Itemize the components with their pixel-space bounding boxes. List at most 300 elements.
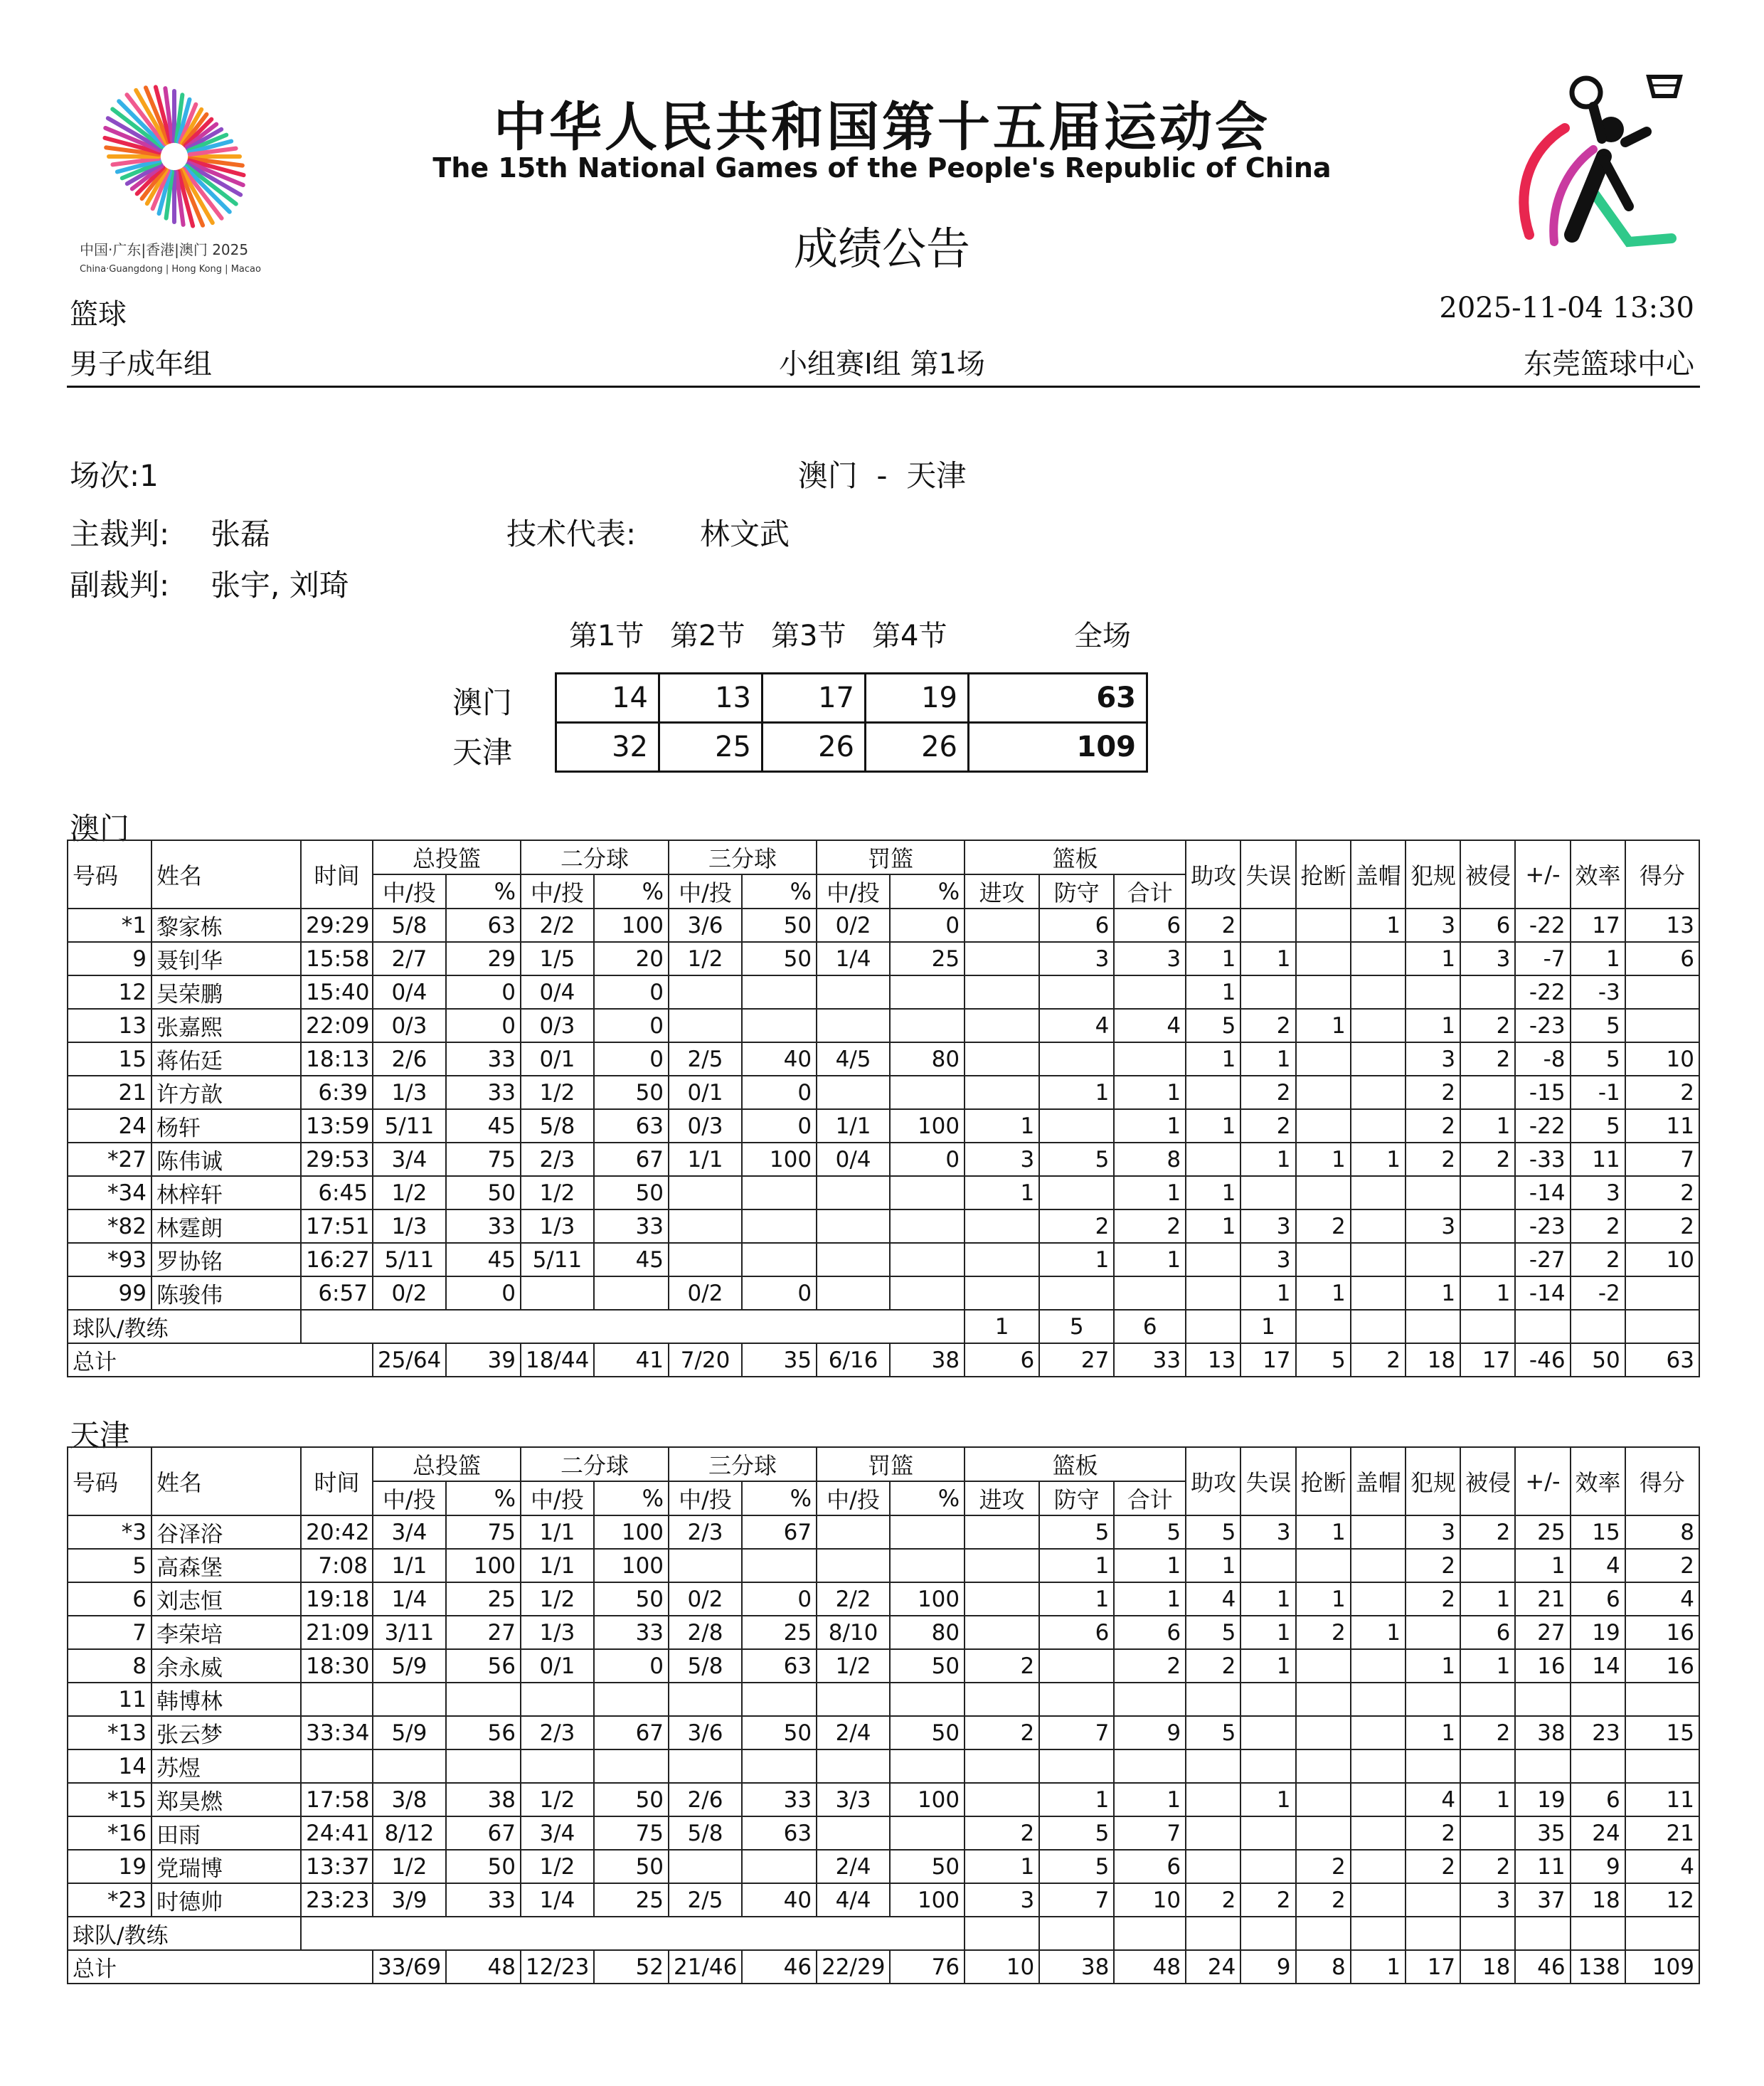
- quarter-score: 13: [659, 674, 763, 723]
- empty-cell: [1186, 1310, 1240, 1343]
- stat-cell: 100: [890, 1109, 965, 1143]
- stat-cell: [1351, 1109, 1406, 1143]
- stat-cell: [1351, 1276, 1406, 1310]
- player-name: 陈伟诚: [152, 1143, 301, 1176]
- stat-cell: 4: [1039, 1009, 1114, 1042]
- stat-cell: 2: [965, 1649, 1039, 1683]
- stat-cell: 1: [1039, 1582, 1114, 1616]
- stat-cell: [1296, 1649, 1351, 1683]
- stat-cell: 3/4: [373, 1515, 446, 1549]
- player-number: *82: [68, 1209, 152, 1243]
- player-name: 郑昊燃: [152, 1783, 301, 1816]
- stat-cell: [1186, 1850, 1240, 1883]
- stat-cell: 1: [1186, 1176, 1240, 1209]
- stat-cell: 9: [1114, 1716, 1186, 1749]
- col-header-made-att: 中/投: [669, 1481, 742, 1515]
- stat-cell: 67: [742, 1515, 817, 1549]
- stat-cell: [1240, 1683, 1295, 1716]
- stat-cell: [965, 1749, 1039, 1783]
- stat-cell: 2: [1240, 1009, 1295, 1042]
- stat-cell: 20:42: [301, 1515, 373, 1549]
- stat-cell: 4: [1625, 1582, 1699, 1616]
- total-cell: 5: [1296, 1343, 1351, 1377]
- team-1-title: 澳门: [70, 811, 130, 846]
- stat-cell: 2/3: [669, 1515, 742, 1549]
- stat-cell: 1/4: [373, 1582, 446, 1616]
- col-header-oreb: 进攻: [965, 874, 1039, 909]
- stat-cell: 1: [1406, 1276, 1460, 1310]
- stat-cell: 1/3: [521, 1209, 594, 1243]
- total-cell: 18: [1460, 1950, 1515, 1984]
- stat-cell: 2/8: [669, 1616, 742, 1649]
- document-type: 成绩公告: [793, 223, 970, 275]
- stat-cell: 1/2: [521, 1176, 594, 1209]
- col-header-3pt: 三分球: [669, 1447, 817, 1481]
- total-cell: 25/64: [373, 1343, 446, 1377]
- player-number: 12: [68, 975, 152, 1009]
- stat-cell: 45: [446, 1243, 521, 1276]
- stat-cell: 3: [1406, 909, 1460, 942]
- stat-cell: [1296, 1176, 1351, 1209]
- stat-cell: 27: [446, 1616, 521, 1649]
- stat-cell: 6:39: [301, 1076, 373, 1109]
- col-header-made-att: 中/投: [521, 1481, 594, 1515]
- stat-cell: 45: [446, 1109, 521, 1143]
- stat-cell: 24:41: [301, 1816, 373, 1850]
- stat-cell: 25: [594, 1883, 669, 1917]
- stat-cell: 2: [1460, 1009, 1515, 1042]
- stat-cell: [669, 1176, 742, 1209]
- player-number: *34: [68, 1176, 152, 1209]
- team-1-boxscore: [67, 840, 1700, 1377]
- total-cell: 35: [742, 1343, 817, 1377]
- stat-cell: [1625, 1009, 1699, 1042]
- stat-cell: 45: [594, 1243, 669, 1276]
- total-cell: 9: [1240, 1950, 1295, 1984]
- stat-cell: 100: [446, 1549, 521, 1582]
- stat-cell: 7: [1039, 1883, 1114, 1917]
- stat-cell: 0/4: [521, 975, 594, 1009]
- stat-cell: [742, 1683, 817, 1716]
- stat-cell: -22: [1515, 909, 1570, 942]
- stat-cell: 25: [1515, 1515, 1570, 1549]
- stat-cell: 0: [890, 1143, 965, 1176]
- player-row: [68, 942, 1699, 975]
- empty-cell: [1406, 1917, 1460, 1950]
- stat-cell: -3: [1571, 975, 1625, 1009]
- empty-cell: [1571, 1310, 1625, 1343]
- stat-cell: 5: [1039, 1816, 1114, 1850]
- stat-cell: [1296, 1816, 1351, 1850]
- stat-cell: 3/11: [373, 1616, 446, 1649]
- stat-cell: 6: [1039, 909, 1114, 942]
- stat-cell: [1460, 1816, 1515, 1850]
- stat-cell: 1: [1114, 1176, 1186, 1209]
- stat-cell: 1/4: [817, 942, 890, 975]
- stat-cell: [817, 1515, 890, 1549]
- stat-cell: 23: [1571, 1716, 1625, 1749]
- stat-cell: [1296, 1243, 1351, 1276]
- stat-cell: 29: [446, 942, 521, 975]
- stat-cell: [669, 1009, 742, 1042]
- period-header-2: 第2节: [670, 620, 745, 652]
- stat-cell: 0/2: [817, 909, 890, 942]
- stat-cell: -14: [1515, 1276, 1570, 1310]
- stat-cell: 1: [1114, 1243, 1186, 1276]
- stat-cell: 0/2: [373, 1276, 446, 1310]
- total-row: [68, 1950, 1699, 1984]
- stat-cell: 63: [446, 909, 521, 942]
- player-name: 林霆朗: [152, 1209, 301, 1243]
- empty-cell: [1186, 1917, 1240, 1950]
- period-header-1: 第1节: [569, 620, 644, 652]
- stat-cell: [1039, 975, 1114, 1009]
- col-header-no: 号码: [68, 1447, 152, 1515]
- stat-cell: 4: [1114, 1009, 1186, 1042]
- stat-cell: -1: [1571, 1076, 1625, 1109]
- col-header-oreb: 进攻: [965, 1481, 1039, 1515]
- stat-cell: 3: [965, 1883, 1039, 1917]
- stat-cell: 6: [1039, 1616, 1114, 1649]
- col-header-ft: 罚篮: [817, 840, 965, 874]
- stat-cell: 5: [1039, 1850, 1114, 1883]
- total-cell: 48: [1114, 1950, 1186, 1984]
- stat-cell: 8/12: [373, 1816, 446, 1850]
- col-header-pts: 得分: [1625, 1447, 1699, 1515]
- stat-cell: 5/11: [373, 1243, 446, 1276]
- stat-cell: 67: [594, 1716, 669, 1749]
- stat-cell: 0: [742, 1582, 817, 1616]
- stat-cell: [890, 1076, 965, 1109]
- quarter-score: 14: [556, 674, 659, 723]
- team-coach-row: [68, 1310, 1699, 1343]
- stat-cell: 0/4: [373, 975, 446, 1009]
- col-header-2pt: 二分球: [521, 840, 669, 874]
- stat-cell: 21:09: [301, 1616, 373, 1649]
- stat-cell: 1: [1240, 1582, 1295, 1616]
- score-team-2: 天津: [452, 735, 513, 770]
- col-header-made-att: 中/投: [373, 1481, 446, 1515]
- stat-cell: 4/4: [817, 1883, 890, 1917]
- stat-cell: [301, 1683, 373, 1716]
- stat-cell: [1351, 1850, 1406, 1883]
- stat-cell: [965, 1042, 1039, 1076]
- stat-cell: 0/1: [521, 1042, 594, 1076]
- player-name: 张云梦: [152, 1716, 301, 1749]
- stat-cell: 5/8: [669, 1649, 742, 1683]
- stat-cell: 5: [1571, 1042, 1625, 1076]
- stat-cell: 0/2: [669, 1582, 742, 1616]
- stat-cell: 1: [1351, 1143, 1406, 1176]
- player-row: [68, 1176, 1699, 1209]
- total-cell: 33/69: [373, 1950, 446, 1984]
- stat-cell: 2: [1625, 1549, 1699, 1582]
- stat-cell: [1625, 1683, 1699, 1716]
- player-row: [68, 1143, 1699, 1176]
- player-name: 杨轩: [152, 1109, 301, 1143]
- stat-cell: 2/6: [373, 1042, 446, 1076]
- col-header-to: 失误: [1240, 840, 1295, 909]
- stat-cell: 1: [1406, 1716, 1460, 1749]
- stat-cell: [1296, 1683, 1351, 1716]
- stat-cell: 33: [446, 1076, 521, 1109]
- stat-cell: 1: [1186, 942, 1240, 975]
- stat-cell: -33: [1515, 1143, 1570, 1176]
- stat-cell: 3/9: [373, 1883, 446, 1917]
- stat-cell: [1296, 975, 1351, 1009]
- empty-cell: [1515, 1917, 1570, 1950]
- period-header-total: 全场: [1074, 620, 1131, 652]
- stat-cell: 24: [1571, 1816, 1625, 1850]
- stat-cell: 2: [1240, 1109, 1295, 1143]
- stat-cell: 18: [1571, 1883, 1625, 1917]
- stat-cell: [594, 1683, 669, 1716]
- stat-cell: [1351, 1883, 1406, 1917]
- stat-cell: 21: [1515, 1582, 1570, 1616]
- stat-cell: 2: [1406, 1109, 1460, 1143]
- stat-cell: 5: [1039, 1515, 1114, 1549]
- empty-cell: [1515, 1310, 1570, 1343]
- stat-cell: 7: [1114, 1816, 1186, 1850]
- stat-cell: [965, 1582, 1039, 1616]
- player-number: 19: [68, 1850, 152, 1883]
- stat-cell: 5: [1571, 1009, 1625, 1042]
- stat-cell: 7: [1625, 1143, 1699, 1176]
- stat-cell: 11: [1515, 1850, 1570, 1883]
- stat-cell: 2: [1625, 1176, 1699, 1209]
- player-name: 刘志恒: [152, 1582, 301, 1616]
- stat-cell: 3: [1406, 1515, 1460, 1549]
- stat-cell: 2: [1296, 1850, 1351, 1883]
- player-row: [68, 1783, 1699, 1816]
- stat-cell: 56: [446, 1649, 521, 1683]
- player-number: *1: [68, 909, 152, 942]
- stat-cell: 7: [1039, 1716, 1114, 1749]
- stat-cell: 2/2: [817, 1582, 890, 1616]
- stat-cell: [1296, 1042, 1351, 1076]
- col-header-reb: 篮板: [965, 1447, 1186, 1481]
- player-number: *16: [68, 1816, 152, 1850]
- stat-cell: [890, 1816, 965, 1850]
- stat-cell: 1: [1296, 1143, 1351, 1176]
- stat-cell: 2: [965, 1716, 1039, 1749]
- col-header-treb: 合计: [1114, 1481, 1186, 1515]
- stat-cell: 50: [594, 1582, 669, 1616]
- quarter-score: 26: [763, 723, 866, 772]
- total-cell: 22/29: [817, 1950, 890, 1984]
- empty-cell: [1406, 1310, 1460, 1343]
- stat-cell: 1/2: [521, 1850, 594, 1883]
- stat-cell: 75: [446, 1143, 521, 1176]
- stat-cell: [1571, 1683, 1625, 1716]
- stat-cell: [817, 1009, 890, 1042]
- empty-cell: [301, 1917, 965, 1950]
- stat-cell: -14: [1515, 1176, 1570, 1209]
- stat-cell: [1039, 1749, 1114, 1783]
- total-cell: 63: [1625, 1343, 1699, 1377]
- stat-cell: 63: [742, 1816, 817, 1850]
- stat-cell: 2/5: [669, 1883, 742, 1917]
- stat-cell: 0/3: [669, 1109, 742, 1143]
- player-row: [68, 1850, 1699, 1883]
- stat-cell: 0: [594, 975, 669, 1009]
- stat-cell: [1296, 942, 1351, 975]
- stat-cell: 19: [1571, 1616, 1625, 1649]
- player-name: 余永威: [152, 1649, 301, 1683]
- total-cell: 18/44: [521, 1343, 594, 1377]
- empty-cell: [1625, 1310, 1699, 1343]
- player-number: 9: [68, 942, 152, 975]
- stat-cell: [965, 1276, 1039, 1310]
- stat-cell: [890, 1683, 965, 1716]
- stat-cell: [742, 1209, 817, 1243]
- stat-cell: [1114, 1276, 1186, 1310]
- stat-cell: [890, 1749, 965, 1783]
- stat-cell: 2: [1186, 1883, 1240, 1917]
- stat-cell: 1/3: [373, 1076, 446, 1109]
- total-cell: 17: [1460, 1343, 1515, 1377]
- col-header-ast: 助攻: [1186, 840, 1240, 909]
- stat-cell: [817, 1176, 890, 1209]
- game-number: 场次:1: [70, 458, 159, 493]
- stat-cell: 1/2: [521, 1582, 594, 1616]
- stat-cell: 0/4: [817, 1143, 890, 1176]
- stat-cell: 1: [1240, 1616, 1295, 1649]
- stat-cell: [817, 1209, 890, 1243]
- stat-cell: 33: [594, 1616, 669, 1649]
- stat-cell: [669, 1683, 742, 1716]
- player-number: 21: [68, 1076, 152, 1109]
- stat-cell: 15: [1571, 1515, 1625, 1549]
- total-cell: 10: [965, 1950, 1039, 1984]
- stat-cell: [1406, 1243, 1460, 1276]
- stat-cell: [373, 1749, 446, 1783]
- stat-cell: [1351, 1176, 1406, 1209]
- stat-cell: 19:18: [301, 1582, 373, 1616]
- total-cell: 109: [1625, 1950, 1699, 1984]
- stat-cell: [1351, 1582, 1406, 1616]
- stat-cell: [890, 1549, 965, 1582]
- stat-cell: 50: [742, 1716, 817, 1749]
- col-header-ft: 罚篮: [817, 1447, 965, 1481]
- stat-cell: 1: [1114, 1109, 1186, 1143]
- stat-cell: 1: [1351, 1616, 1406, 1649]
- final-score: 63: [969, 674, 1147, 723]
- stat-cell: 4: [1571, 1549, 1625, 1582]
- stat-cell: 50: [742, 942, 817, 975]
- stat-cell: 4/5: [817, 1042, 890, 1076]
- col-header-fg: 总投篮: [373, 840, 521, 874]
- stat-cell: [742, 1850, 817, 1883]
- quarter-score: 19: [866, 674, 969, 723]
- stat-cell: 2: [1186, 1649, 1240, 1683]
- stat-cell: 11: [1571, 1143, 1625, 1176]
- stat-cell: 2: [1240, 1883, 1295, 1917]
- stat-cell: [1240, 1850, 1295, 1883]
- stat-cell: 2: [1240, 1076, 1295, 1109]
- header-row: [68, 840, 1699, 874]
- stat-cell: 3: [1406, 1209, 1460, 1243]
- stat-cell: 3: [1240, 1209, 1295, 1243]
- total-cell: 24: [1186, 1950, 1240, 1984]
- stat-cell: -23: [1515, 1009, 1570, 1042]
- stat-cell: 50: [594, 1076, 669, 1109]
- total-cell: 2: [1351, 1343, 1406, 1377]
- stat-cell: 2: [1406, 1076, 1460, 1109]
- stat-cell: [1351, 1549, 1406, 1582]
- logo-text-zh: 中国·广东|香港|澳门 2025: [80, 241, 249, 258]
- round-label: 小组赛I组 第1场: [779, 348, 985, 381]
- col-header-ast: 助攻: [1186, 1447, 1240, 1515]
- total-cell: 21/46: [669, 1950, 742, 1984]
- player-name: 韩博林: [152, 1683, 301, 1716]
- stat-cell: [817, 975, 890, 1009]
- umpires-names: 张宇, 刘琦: [211, 568, 349, 603]
- col-header-fd: 被侵: [1460, 840, 1515, 909]
- stat-cell: 1/2: [521, 1076, 594, 1109]
- stat-cell: 3: [1240, 1515, 1295, 1549]
- stat-cell: [301, 1749, 373, 1783]
- stat-cell: 23:23: [301, 1883, 373, 1917]
- stat-cell: [965, 942, 1039, 975]
- stat-cell: 15:40: [301, 975, 373, 1009]
- player-name: 时德帅: [152, 1883, 301, 1917]
- stat-cell: 1/3: [373, 1209, 446, 1243]
- stat-cell: [1625, 975, 1699, 1009]
- stat-cell: [669, 1749, 742, 1783]
- stat-cell: 6:45: [301, 1176, 373, 1209]
- stat-cell: [1186, 1783, 1240, 1816]
- quarter-score: 32: [556, 723, 659, 772]
- stat-cell: [965, 1783, 1039, 1816]
- player-number: 14: [68, 1749, 152, 1783]
- stat-cell: 0/1: [669, 1076, 742, 1109]
- stat-cell: [446, 1749, 521, 1783]
- stat-cell: 2: [1186, 909, 1240, 942]
- player-number: 7: [68, 1616, 152, 1649]
- stat-cell: [1351, 1683, 1406, 1716]
- col-header-made-att: 中/投: [817, 1481, 890, 1515]
- stat-cell: [1296, 1783, 1351, 1816]
- stat-cell: 50: [742, 909, 817, 942]
- stat-cell: [742, 1009, 817, 1042]
- col-header-pct: %: [742, 1481, 817, 1515]
- stat-cell: 100: [742, 1143, 817, 1176]
- stat-cell: 25: [742, 1616, 817, 1649]
- stat-cell: 1: [1460, 1649, 1515, 1683]
- stat-cell: [521, 1749, 594, 1783]
- stat-cell: [742, 1749, 817, 1783]
- total-cell: -46: [1515, 1343, 1570, 1377]
- stat-cell: 6: [1114, 909, 1186, 942]
- player-number: 11: [68, 1683, 152, 1716]
- match-datetime: 2025-11-04 13:30: [1439, 292, 1694, 324]
- empty-cell: [1460, 1310, 1515, 1343]
- col-header-dreb: 防守: [1039, 874, 1114, 909]
- score-row: [556, 674, 1147, 723]
- stat-cell: 2/5: [669, 1042, 742, 1076]
- stat-cell: 7:08: [301, 1549, 373, 1582]
- stat-cell: 1/1: [521, 1515, 594, 1549]
- stat-cell: 33: [446, 1209, 521, 1243]
- stat-cell: 29:53: [301, 1143, 373, 1176]
- stat-cell: [1351, 1716, 1406, 1749]
- stat-cell: 3: [1240, 1243, 1295, 1276]
- stat-cell: [965, 1515, 1039, 1549]
- stat-cell: 1/5: [521, 942, 594, 975]
- stat-cell: [965, 1209, 1039, 1243]
- col-header-blk: 盖帽: [1351, 840, 1406, 909]
